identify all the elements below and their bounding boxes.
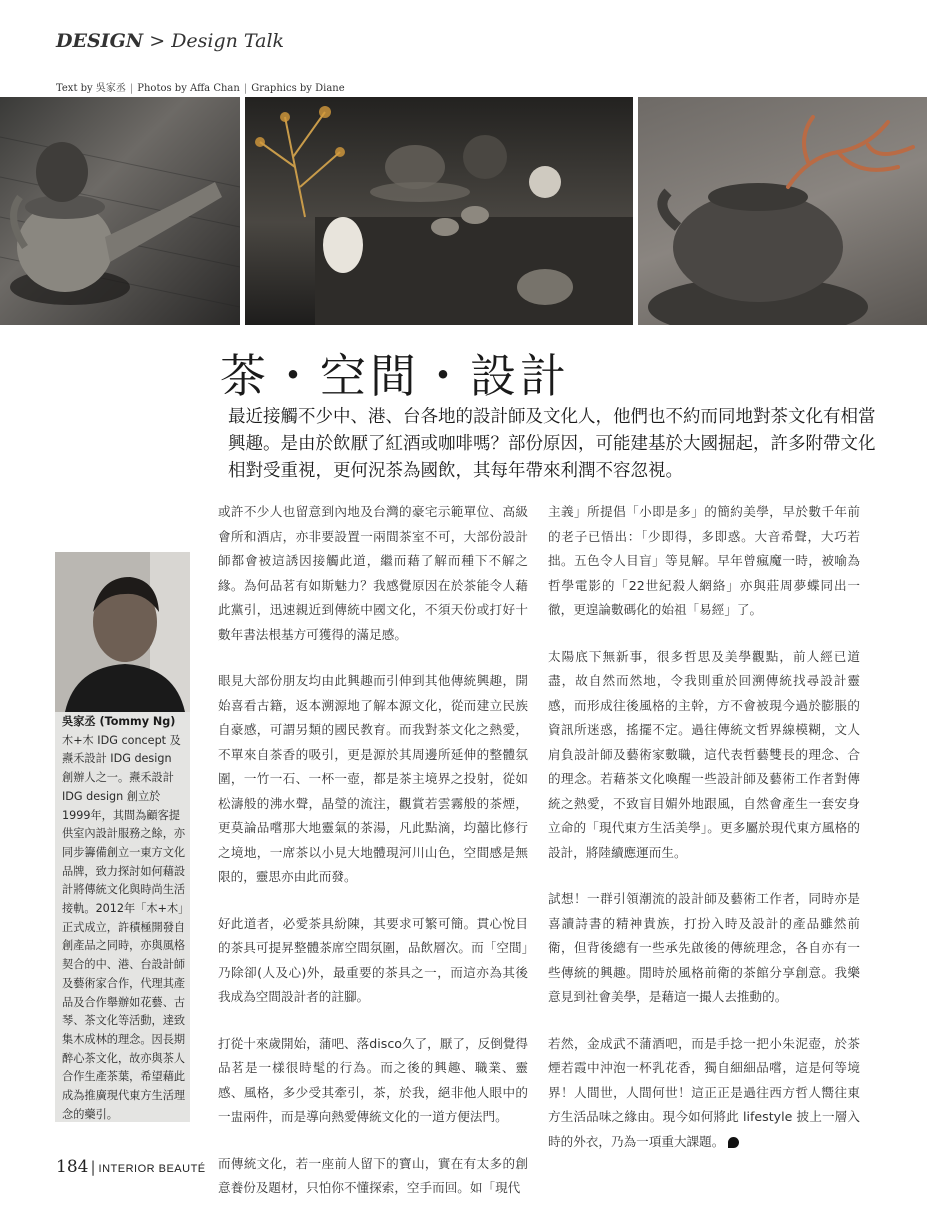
photo-clay-teapot-branch: [638, 97, 927, 325]
credit-graphics: Graphics by Diane: [251, 83, 345, 94]
section-label: DESIGN: [56, 30, 144, 52]
article-title: 茶・空間・設計: [220, 349, 570, 403]
credits-line: Text by 吳家丞 | Photos by Affa Chan | Graphics by Diane: [56, 83, 345, 94]
paragraph-text: 若然，金成武不蒲酒吧，而是手捻一把小朱泥壺，於茶煙若霞中沖泡一杯乳花香，獨自細細品嚐，這是何等境界！人間世，人間何世！這正正是過往西方哲人嚮往東方生活品味之緣由。現今如何將此 lifestyle 披上一層入時的外衣，乃為一項重大課題。: [548, 1035, 860, 1149]
paragraph: 或許不少人也留意到內地及台灣的豪宅示範單位、高級會所和酒店，亦非要設置一兩間茶室不可，大部份設計師都會被這誘因接觸此道，繼而藉了解而種下不解之緣。為何品茗有如斯魅力？我感覺原因在於茶能令人藉此黨引，迅速親近到傳統中國文化，不須天份或打好十數年書法根基方可獲得的滿足感。: [218, 504, 528, 642]
photo-tea-set-table: [245, 97, 633, 325]
paragraph: 主義」所提倡「小即是多」的簡約美學，早於數千年前的老子已悟出：「少即得，多即惑。大音希聲，大巧若拙。五色令人目盲」等見解。早年曾瘋魔一時，被喻為哲學電影的「22世紀殺人網絡」亦與莊周夢蝶同出一徹，更遑論數碼化的始祖「易經」了。: [548, 504, 860, 617]
paragraph: 而傳統文化，若一座前人留下的寶山，實在有太多的創意養份及題材，只怕你不懂探索，空手而回。如「現代: [218, 1155, 528, 1195]
author-portrait: [55, 552, 190, 712]
paragraph: 試想！一群引領潮流的設計師及藝術工作者，同時亦是喜讀詩書的精神貴族，打扮入時及設計的產品雖然前衛，但背後總有一些承先啟後的傳統理念，各自亦有一些傳統的興趣。閒時於風格前衛的茶館分享創意。我樂意見到社會美學，是藉這一撮人去推動的。: [548, 891, 860, 1004]
author-name: 吳家丞 (Tommy Ng): [62, 715, 176, 728]
paragraph: 太陽底下無新事，很多哲思及美學觀點，前人經已道盡，故自然而然地，令我則重於回溯傳統找尋設計靈感，而形成往後風格的主幹，方不會被現今過於膨脹的資訊所迷惑，搖擺不定。過往傳統文哲界線模糊，文人肩負設計師及藝術家數職，這代表哲藝雙長的理念、合的理念。若藉茶文化喚醒一些設計師及藝術工作者對傳統之熱愛，不致盲目媚外地跟風，自然會產生一套安身立命的「現代東方生活美學」。更多屬於現代東方風格的設計，將陸續應運而生。: [548, 648, 860, 860]
magazine-name: INTERIOR BEAUTÉ: [98, 1163, 206, 1175]
paragraph: 好此道者，必愛茶具紛陳，其要求可繁可簡。貫心悅目的茶具可提昇整體茶席空間氛圍，品飲層次。而「空間」乃除卻(人及心)外，最重要的茶具之一，而這亦為其後我成為空間設計者的註腳。: [218, 915, 528, 1004]
credit-text: Text by 吳家丞: [56, 83, 126, 94]
paragraph: [548, 1032, 860, 1155]
page-footer: 184 | INTERIOR BEAUTÉ: [56, 1157, 206, 1177]
paragraph: 眼見大部份朋友均由此興趣而引伸到其他傳統興趣，開始喜看古籍，返本溯源地了解本源文化，從而建立民族自豪感，可謂另類的國民教育。而我對茶文化之熱愛，不單來自茶香的吸引，更是源於其周邊所延伸的整體氛圍，一竹一石、一杯一壺，都是茶主境界之投射，從如松濤般的沸水聲，晶瑩的流注，觀賞若雲霧般的茶煙，更莫論品嚐那大地靈氣的茶湯，凡此點滴，均囍比修行之境地，一席茶以小見大地體現河川山色，空間感是無限的，靈思亦由此而發。: [218, 673, 528, 884]
end-mark-icon: [728, 1137, 739, 1148]
credit-photos: Photos by Affa Chan: [137, 83, 240, 94]
photo-teapot-sidehandle: [0, 97, 240, 325]
article-intro: 最近接觸不少中、港、台各地的設計師及文化人，他們也不約而同地對茶文化有相當興趣。是由於飲厭了紅酒或咖啡嗎？部份原因，可能建基於大國掘起，許多附帶文化相對受重視，更何況茶為國飲，其每年帶來利潤不容忽視。: [228, 407, 876, 481]
page-number: 184: [56, 1157, 89, 1177]
subsection-label: Design Talk: [171, 30, 285, 52]
paragraph: 打從十來歲開始，蒲吧、落disco久了，厭了，反倒覺得品茗是一樣很時髦的行為。而之後的興趣、職業、靈感、風格，多少受其牽引，茶，於我，絕非他人眼中的一盅兩件，而是導向熱愛傳統文化的一道方便法門。: [218, 1035, 528, 1124]
section-header: [56, 30, 284, 52]
article-column-2: [548, 500, 860, 1176]
section-separator: >: [149, 30, 166, 52]
author-bio-text: 木+木 IDG concept 及 燾禾設計 IDG design 創辦人之一。燾禾設計 IDG design 創立於1999年，其間為顧客提供室內設計服務之餘，亦同步籌備創立一東方文化品牌，致力探討如何藉設計將傳統文化與時尚生活接軌。2012年「木+木」正式成立，許積極開發自創產品之同時，亦與風格契合的中、港、台設計師及藝術家合作，代理其產品及合作舉辦如花藝、古琴、茶文化等活動，達致集木成林的理念。因長期醉心茶文化，故亦與茶人合作生產茶葉，希望藉此成為推廣現代東方生活理念的藥引。: [62, 733, 186, 1121]
article-column-1: [218, 500, 528, 1223]
author-bio: [62, 713, 186, 1124]
